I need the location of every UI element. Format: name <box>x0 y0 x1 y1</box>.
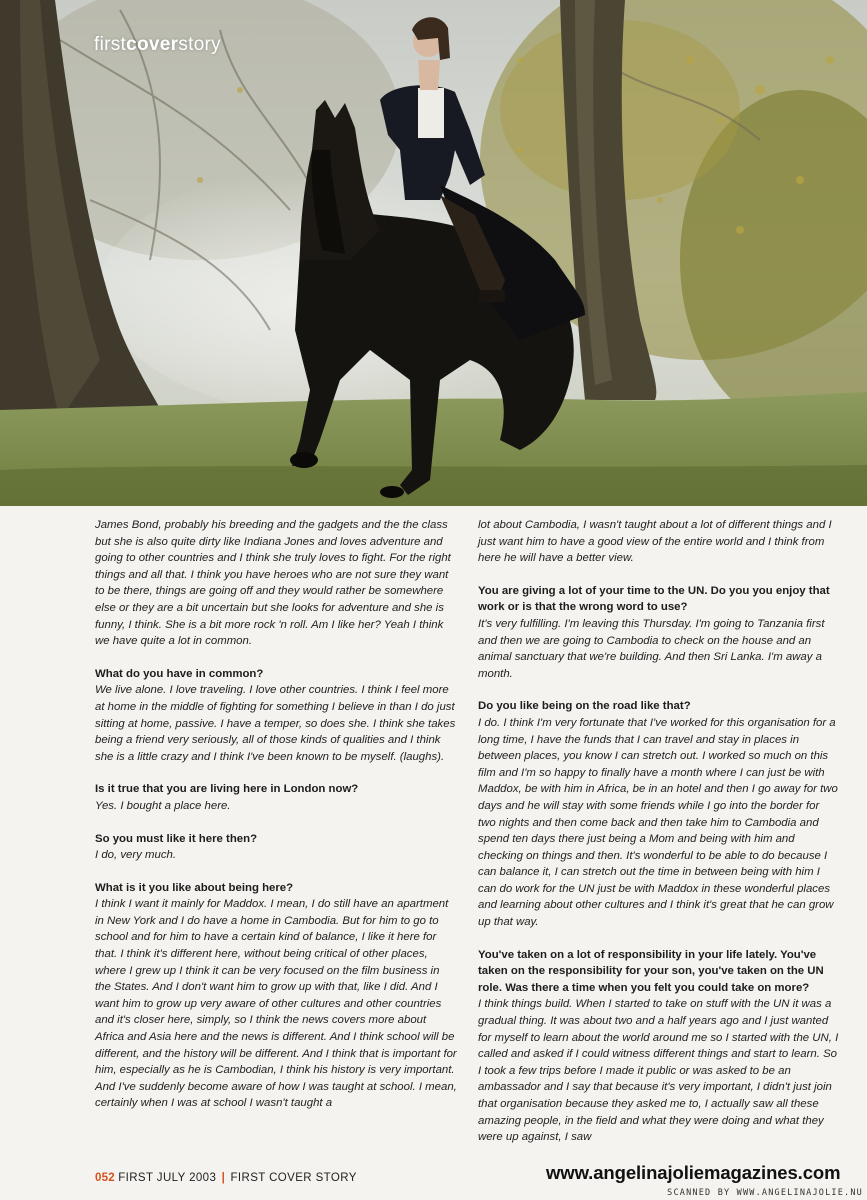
interview-answer: We live alone. I love traveling. I love other countries. I think I feel more at home in the middle of fighting for something I believe in than I do just sitting at home, passive. I have a temper, so does she. I think she takes being a friend very seriously, all of those kinds of qualities and I think she is a little crazy and I think I've been known to be myself. (laughs). <box>95 684 456 763</box>
paragraph-gap <box>95 864 457 880</box>
paragraph-gap <box>478 931 840 947</box>
kicker-bold: cover <box>126 34 179 55</box>
interview-question: Is it true that you are living here in London now? <box>95 783 359 796</box>
interview-answer: lot about Cambodia, I wasn't taught about a lot of different things and I just want him to have a good view of the entire world and I think from here he will have a better view. <box>478 519 832 565</box>
interview-answer: I do. I think I'm very fortunate that I've worked for this organisation for a long time, I have the funds that I can travel and stay in places in between places, you know I can stretch out. I worked so much on this film and I'm so happy to finally have a month where I can just be with Maddox, be with him in Africa, be in an hotel and then I go away for two days and he will stay with some friends while I go into the border for two nights and then come back and then take him to Cambodia and spend ten days there just being a Mom and being with him and checking on things and then. It's wonderful to be able to do because I can balance it, I can stretch out the time in between being with him I can do work for the UN just be with Maddox in these wonderful places and learning about other cultures and I think it's great that he can grow up that way. <box>478 716 838 929</box>
interview-question: You've taken on a lot of responsibility in your life lately. You've taken on the responsibility for your son, you've taken on the UN role. Was there a time when you felt you could take on more? <box>478 948 824 994</box>
page-number: 052 <box>95 1172 115 1184</box>
cover-photo <box>0 0 867 506</box>
paragraph-gap <box>95 765 457 781</box>
right-text-column <box>478 517 840 1146</box>
paragraph-gap <box>95 815 457 831</box>
interview-question: What is it you like about being here? <box>95 881 294 894</box>
interview-answer: It's very fulfilling. I'm leaving this Thursday. I'm going to Tanzania first and then we are going to Cambodia to check on the house and an animal sanctuary that we're building. And then Sri Lanka. I'm away a month. <box>478 617 825 680</box>
page-footer <box>95 1172 357 1184</box>
scan-credit: SCANNED BY WWW.ANGELINAJOLIE.NU <box>667 1188 863 1198</box>
interview-answer: James Bond, probably his breeding and the gadgets and the the class but she is also quite dirty like Indiana Jones and loves adventure and going to other countries and I think she truly loves to fight. For the right things and all that. I think you have heroes who are not sure they want to be there, things are going off and they would rather be somewhere else or they are a bit uncertain but she looks for adventure and she is funny, I think. She is a bit more rock 'n roll. Am I like her? Yeah I think we have quite a lot in common. <box>95 519 451 648</box>
paragraph-gap <box>478 567 840 583</box>
left-text-column <box>95 517 457 1112</box>
interview-answer: I think things build. When I started to take on stuff with the UN it was a gradual thing. It was about two and a half years ago and I just wanted for myself to learn about the world around me so I started with the UN, I called and asked if I could witness different things and start to learn. So I took a few trips before I made it public or was asked to be an ambassador and I say that because it's very important, I didn't just join that organisation because they asked me to, I actually saw all these amazing people, in the field and what they were doing and what they were up against, I saw <box>478 998 839 1144</box>
paragraph-gap <box>95 650 457 666</box>
footer-separator: | <box>221 1172 226 1184</box>
interview-question: You are giving a lot of your time to the UN. Do you you enjoy that work or is that the wrong word to use? <box>478 584 830 614</box>
paragraph-gap <box>478 682 840 698</box>
interview-answer: I think I want it mainly for Maddox. I mean, I do still have an apartment in New York and I do have a home in Cambodia. But for him to go to school and for him to have a certain kind of balance, I like it here for that. I think it's different here, without being critical of other places, where I grew up I think it can be very focused on the film business in the States. And I don't want him to grow up with that, like I did. And I want him to grow up very aware of other cultures and other countries and it's closer here, simply, so I think the news covers more about Africa and Asia here and the news is different. And I think school will be different, and the history will be different. And I think that is important for him, especially as he is Cambodian, I think his history is very important. And I've suddenly become aware of how I was taught at school. I mean, certainly when I was at school I wasn't taught a <box>95 898 457 1110</box>
kicker-light: first <box>94 34 127 55</box>
horse-rider-photo <box>0 0 867 506</box>
interview-answer: Yes. I bought a place here. <box>95 799 231 812</box>
section-kicker <box>94 34 221 56</box>
magazine-issue: FIRST JULY 2003 <box>118 1172 217 1184</box>
footer-section: FIRST COVER STORY <box>230 1172 357 1184</box>
interview-answer: I do, very much. <box>95 849 177 862</box>
interview-question: So you must like it here then? <box>95 832 258 845</box>
kicker-tail: story <box>178 34 221 55</box>
interview-question: What do you have in common? <box>95 667 264 680</box>
watermark-site: www.angelinajoliemagazines.com <box>546 1162 841 1183</box>
interview-question: Do you like being on the road like that? <box>478 700 691 713</box>
